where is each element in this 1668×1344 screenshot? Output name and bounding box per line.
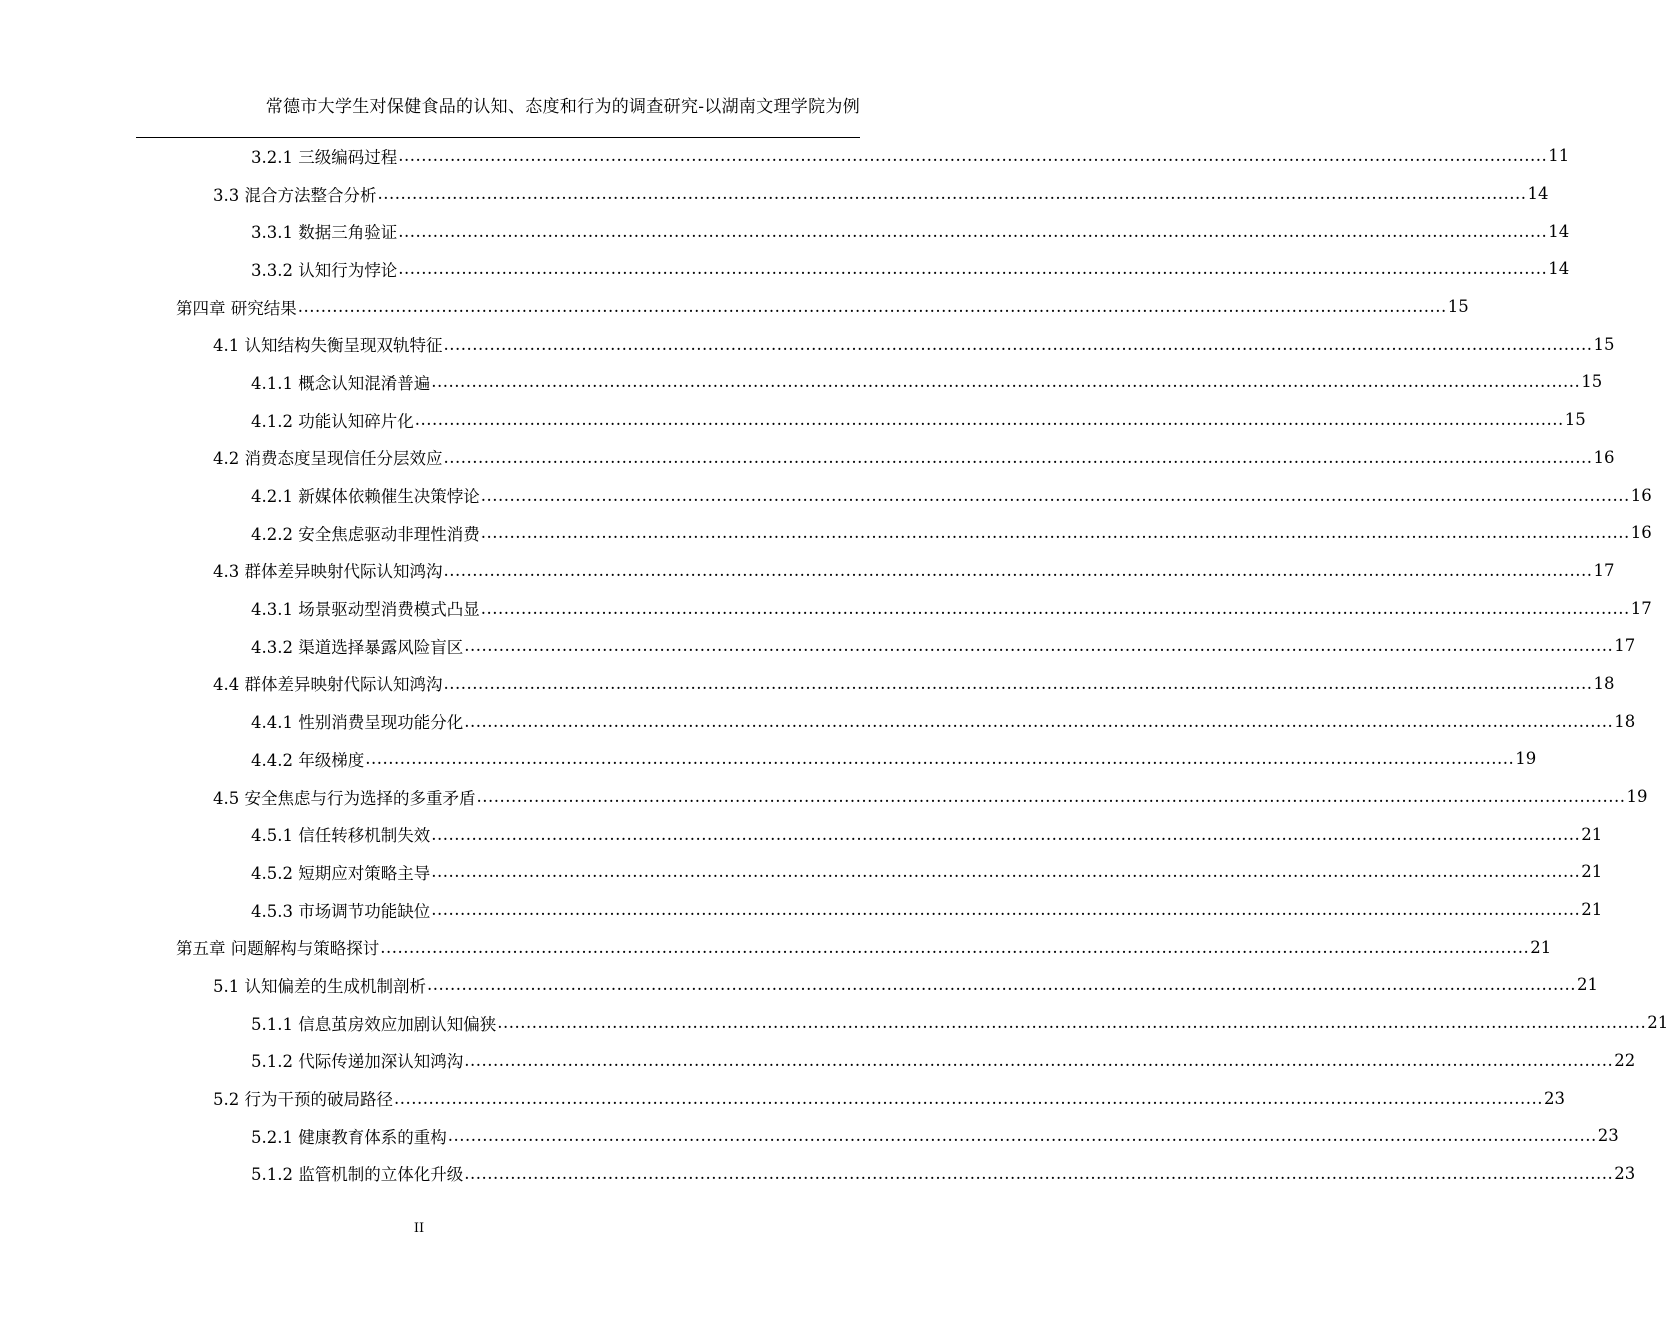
toc-entry[interactable]: [136, 815, 1603, 853]
toc-entry-page: 22: [1614, 1050, 1636, 1070]
toc-leader-dots: ........................................................................................................................................................................................................: [297, 297, 1447, 317]
toc-entry-page: 21: [1530, 937, 1552, 957]
toc-entry-page: 15: [1564, 410, 1586, 430]
toc-entry-page: 17: [1614, 636, 1636, 656]
toc-entry-title: 3.3 混合方法整合分析: [213, 185, 377, 205]
toc-leader-dots: ........................................................................................................................................................................................................: [414, 410, 1564, 430]
toc-entry-title: 4.1.1 概念认知混淆普遍: [251, 373, 431, 393]
toc-entry[interactable]: [136, 212, 1570, 250]
toc-leader-dots: ........................................................................................................................................................................................................: [464, 711, 1614, 731]
toc-leader-dots: ........................................................................................................................................................................................................: [431, 372, 1581, 392]
toc-leader-dots: ........................................................................................................................................................................................................: [443, 560, 1593, 580]
toc-entry-page: 21: [1647, 1013, 1668, 1033]
table-of-contents: [136, 137, 1668, 1192]
toc-leader-dots: ........................................................................................................................................................................................................: [443, 447, 1593, 467]
toc-entry-title: 4.4.1 性别消费呈现功能分化: [251, 713, 464, 733]
toc-entry-page: 17: [1630, 598, 1652, 618]
toc-leader-dots: ........................................................................................................................................................................................................: [398, 146, 1548, 166]
toc-entry-title: 4.1 认知结构失衡呈现双轨特征: [213, 336, 443, 356]
toc-entry-page: 21: [1576, 975, 1598, 995]
toc-entry-page: 23: [1597, 1126, 1619, 1146]
toc-entry[interactable]: [136, 627, 1636, 665]
toc-entry-page: 11: [1548, 146, 1570, 166]
toc-entry-page: 14: [1527, 184, 1549, 204]
toc-entry-title: 5.1.1 信息茧房效应加剧认知偏狭: [251, 1014, 497, 1034]
toc-entry-page: 15: [1593, 334, 1615, 354]
toc-entry[interactable]: [136, 325, 1615, 363]
toc-entry-page: 16: [1630, 523, 1652, 543]
toc-entry-title: 4.2.2 安全焦虑驱动非理性消费: [251, 524, 480, 544]
toc-entry[interactable]: [136, 1079, 1565, 1117]
toc-entry[interactable]: [136, 740, 1537, 778]
running-header: 常德市大学生对保健食品的认知、态度和行为的调查研究-以湖南文理学院为例: [265, 97, 860, 117]
toc-leader-dots: ........................................................................................................................................................................................................: [431, 824, 1581, 844]
toc-entry-title: 3.3.2 认知行为悖论: [251, 260, 398, 280]
toc-entry[interactable]: [136, 439, 1615, 477]
toc-entry-title: 4.5.3 市场调节功能缺位: [251, 901, 431, 921]
toc-entry-page: 15: [1581, 372, 1603, 392]
toc-entry-title: 第五章 问题解构与策略探讨: [176, 939, 380, 959]
toc-entry-title: 3.3.1 数据三角验证: [251, 223, 398, 243]
toc-entry[interactable]: [136, 891, 1603, 929]
toc-entry[interactable]: [136, 552, 1615, 590]
toc-entry-title: 4.2 消费态度呈现信任分层效应: [213, 449, 443, 469]
toc-leader-dots: ........................................................................................................................................................................................................: [497, 1013, 1647, 1033]
toc-entry[interactable]: [136, 514, 1652, 552]
toc-leader-dots: ........................................................................................................................................................................................................: [443, 673, 1593, 693]
toc-entry[interactable]: [136, 175, 1549, 213]
toc-entry[interactable]: [136, 665, 1615, 703]
toc-entry-title: 4.5.2 短期应对策略主导: [251, 863, 431, 883]
toc-leader-dots: ........................................................................................................................................................................................................: [464, 636, 1614, 656]
toc-entry[interactable]: [136, 928, 1552, 966]
toc-entry-title: 5.2.1 健康教育体系的重构: [251, 1127, 447, 1147]
toc-entry[interactable]: [136, 778, 1648, 816]
toc-entry[interactable]: [136, 1117, 1619, 1155]
toc-entry-page: 18: [1593, 673, 1615, 693]
toc-entry[interactable]: [136, 1004, 1668, 1042]
toc-entry[interactable]: [136, 1042, 1636, 1080]
toc-entry-title: 4.4 群体差异映射代际认知鸿沟: [213, 675, 443, 695]
toc-entry-title: 4.3 群体差异映射代际认知鸿沟: [213, 562, 443, 582]
toc-leader-dots: ........................................................................................................................................................................................................: [464, 1050, 1614, 1070]
toc-leader-dots: ........................................................................................................................................................................................................: [476, 787, 1626, 807]
toc-entry-page: 18: [1614, 711, 1636, 731]
toc-entry-page: 23: [1614, 1163, 1636, 1183]
toc-entry-page: 17: [1593, 560, 1615, 580]
toc-leader-dots: ........................................................................................................................................................................................................: [398, 259, 1548, 279]
toc-entry-title: 5.1 认知偏差的生成机制剖析: [213, 976, 426, 996]
toc-leader-dots: ........................................................................................................................................................................................................: [365, 749, 1515, 769]
toc-entry-title: 4.3.1 场景驱动型消费模式凸显: [251, 600, 480, 620]
toc-leader-dots: ........................................................................................................................................................................................................: [480, 485, 1630, 505]
toc-entry-page: 16: [1593, 447, 1615, 467]
toc-entry[interactable]: [136, 589, 1652, 627]
toc-entry-page: 19: [1515, 749, 1537, 769]
toc-entry-page: 23: [1543, 1088, 1565, 1108]
toc-entry-page: 15: [1447, 297, 1469, 317]
toc-leader-dots: ........................................................................................................................................................................................................: [447, 1126, 1597, 1146]
toc-entry[interactable]: [136, 476, 1652, 514]
toc-entry[interactable]: [136, 137, 1570, 175]
toc-entry-page: 21: [1581, 824, 1603, 844]
toc-entry-title: 4.2.1 新媒体依赖催生决策悖论: [251, 487, 480, 507]
toc-entry[interactable]: [136, 966, 1598, 1004]
toc-leader-dots: ........................................................................................................................................................................................................: [394, 1088, 1543, 1108]
toc-entry-page: 14: [1548, 221, 1570, 241]
toc-leader-dots: ........................................................................................................................................................................................................: [480, 523, 1630, 543]
toc-entry-title: 4.5 安全焦虑与行为选择的多重矛盾: [213, 788, 476, 808]
toc-leader-dots: ........................................................................................................................................................................................................: [377, 184, 1527, 204]
toc-entry-title: 第四章 研究结果: [176, 298, 297, 318]
toc-leader-dots: ........................................................................................................................................................................................................: [431, 900, 1581, 920]
toc-entry-page: 21: [1581, 862, 1603, 882]
toc-entry[interactable]: [136, 401, 1586, 439]
toc-leader-dots: ........................................................................................................................................................................................................: [427, 975, 1576, 995]
toc-entry-page: 21: [1581, 900, 1603, 920]
toc-entry-title: 4.5.1 信任转移机制失效: [251, 826, 431, 846]
toc-leader-dots: ........................................................................................................................................................................................................: [431, 862, 1581, 882]
toc-entry-page: 19: [1626, 787, 1648, 807]
toc-entry-page: 16: [1630, 485, 1652, 505]
toc-entry[interactable]: [136, 853, 1603, 891]
toc-entry-title: 5.2 行为干预的破局路径: [213, 1090, 393, 1110]
toc-leader-dots: ........................................................................................................................................................................................................: [380, 937, 1530, 957]
toc-leader-dots: ........................................................................................................................................................................................................: [443, 334, 1593, 354]
toc-entry-title: 4.1.2 功能认知碎片化: [251, 411, 414, 431]
toc-entry-title: 5.1.2 监管机制的立体化升级: [251, 1165, 464, 1185]
toc-entry[interactable]: [136, 1155, 1636, 1193]
toc-entry-title: 4.3.2 渠道选择暴露风险盲区: [251, 637, 464, 657]
toc-entry-title: 4.4.2 年级梯度: [251, 750, 365, 770]
toc-entry-title: 5.1.2 代际传递加深认知鸿沟: [251, 1052, 464, 1072]
toc-entry[interactable]: [136, 702, 1636, 740]
toc-leader-dots: ........................................................................................................................................................................................................: [480, 598, 1630, 618]
toc-entry-page: 14: [1548, 259, 1570, 279]
page-number: II: [413, 1221, 425, 1236]
toc-entry-title: 3.2.1 三级编码过程: [251, 147, 398, 167]
toc-entry[interactable]: [136, 288, 1469, 326]
toc-entry[interactable]: [136, 250, 1570, 288]
toc-entry[interactable]: [136, 363, 1603, 401]
toc-leader-dots: ........................................................................................................................................................................................................: [464, 1163, 1614, 1183]
toc-leader-dots: ........................................................................................................................................................................................................: [398, 221, 1548, 241]
